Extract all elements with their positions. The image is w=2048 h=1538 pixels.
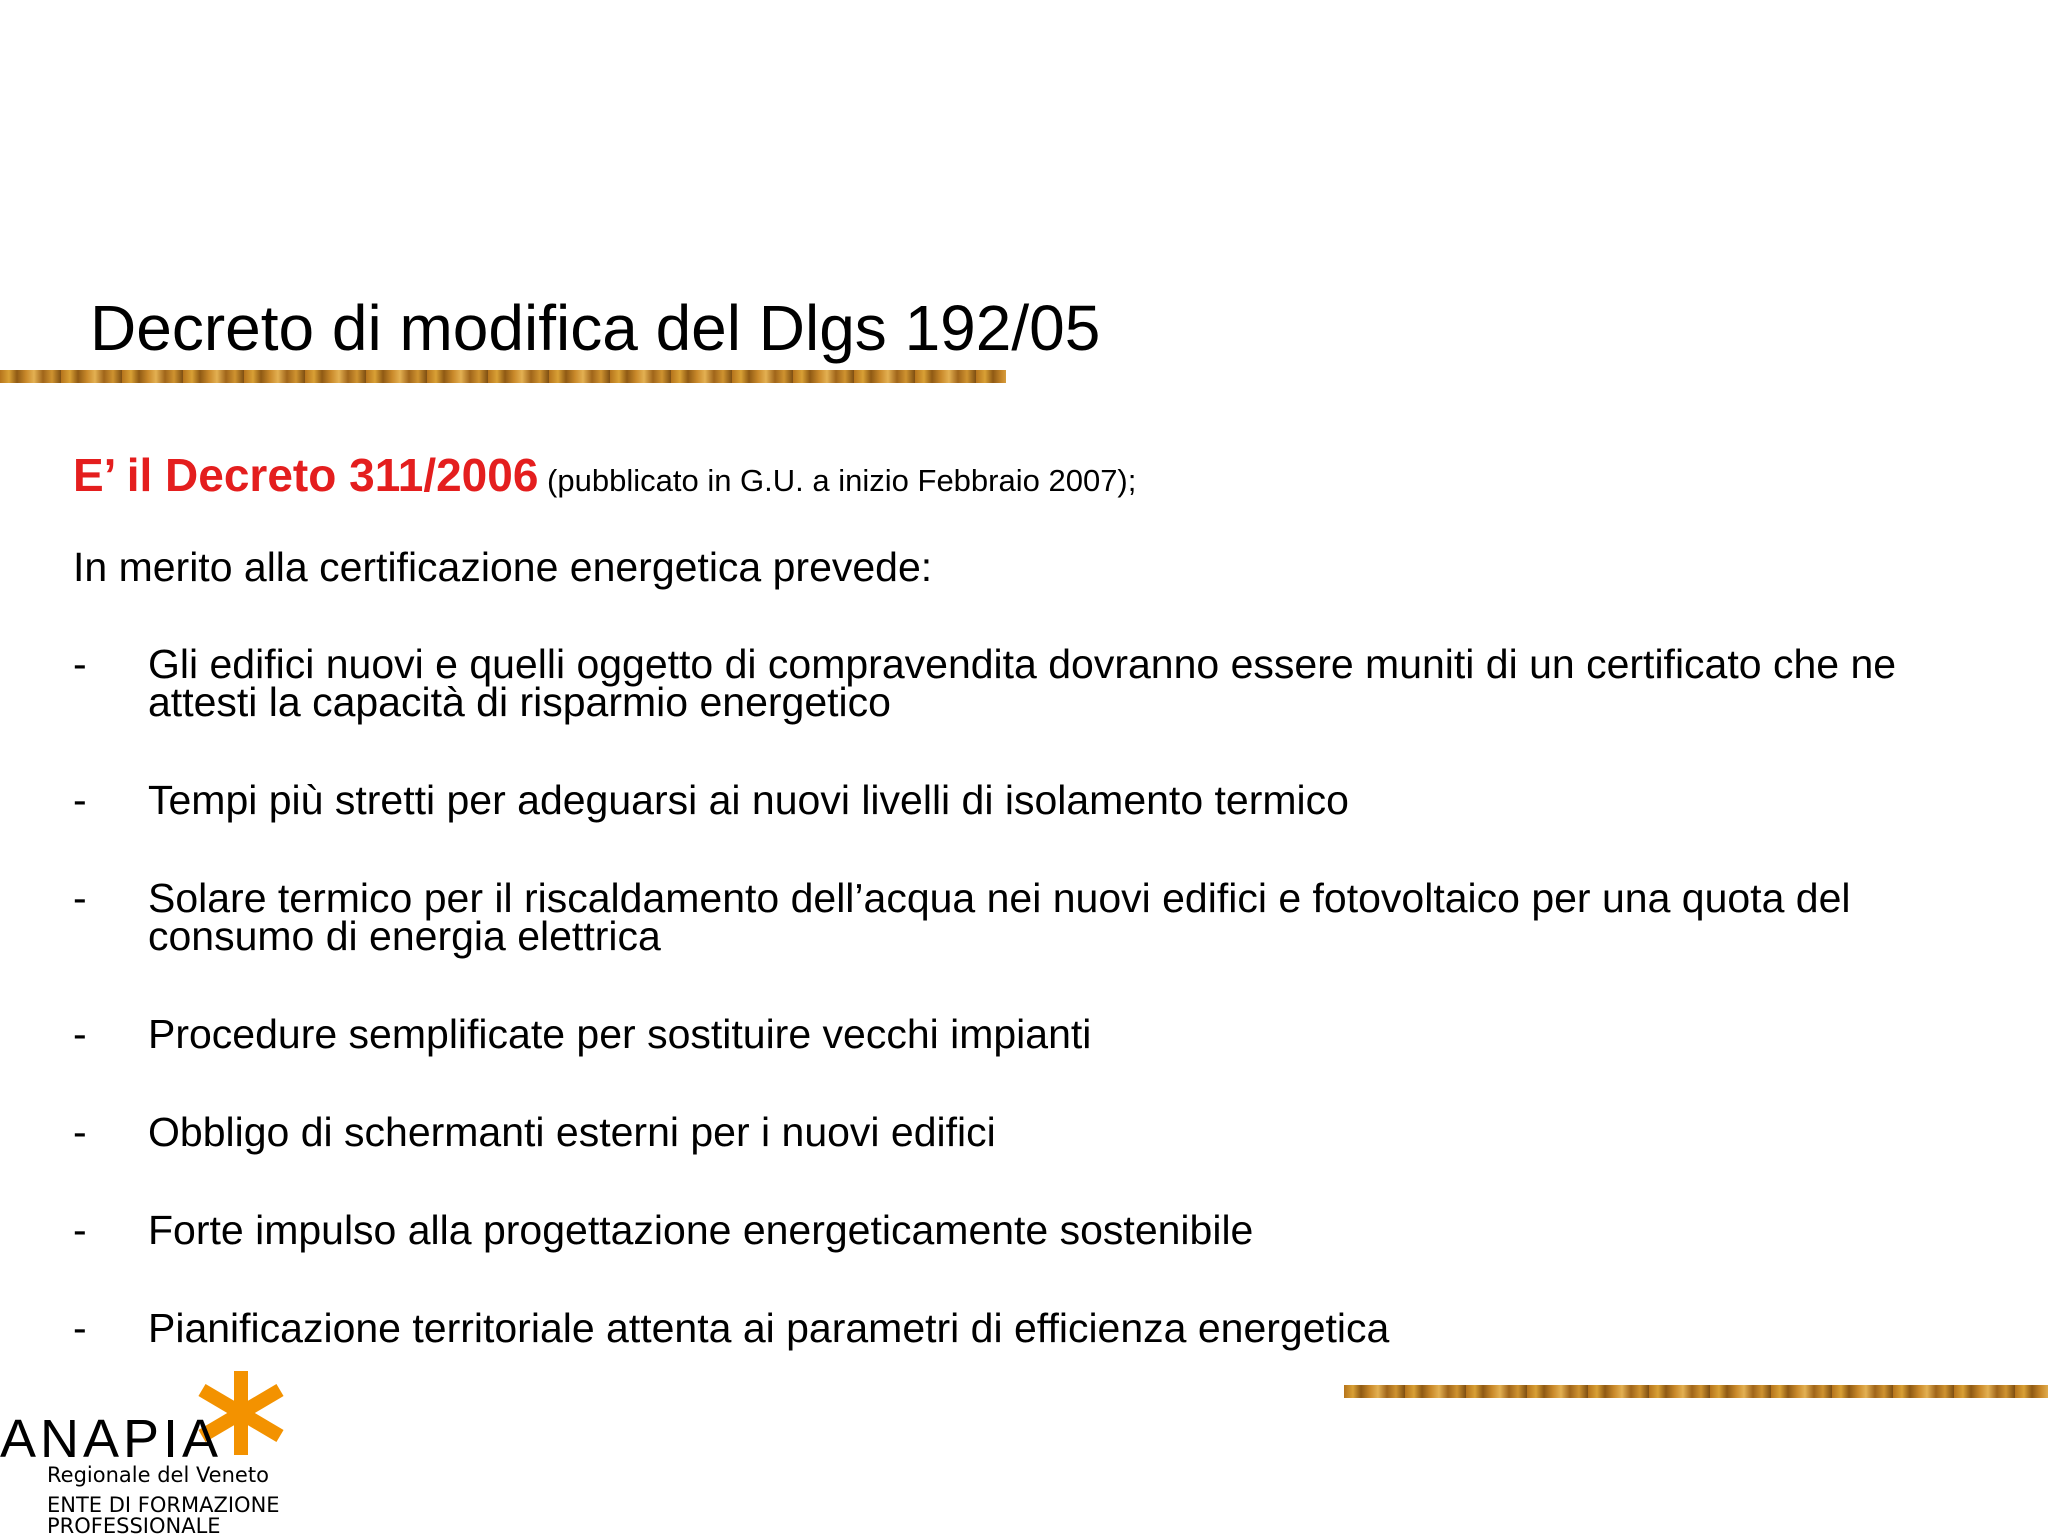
bullet-text: Obbligo di schermanti esterni per i nuovi edifici	[148, 1109, 996, 1155]
logo-wordmark: ANAPIA	[0, 1409, 223, 1469]
bullet-text: Gli edifici nuovi e quelli oggetto di compravendita dovranno essere muniti di un certificato che ne attesti la capacità di risparmio energetico	[148, 641, 1897, 725]
publication-note: (pubblicato in G.U. a inizio Febbraio 2007);	[538, 463, 1137, 498]
bullet-item	[73, 641, 2013, 725]
bullet-dash: -	[73, 1011, 87, 1057]
anapia-logo	[0, 1368, 300, 1536]
bullet-item	[73, 1011, 2013, 1057]
intro-line	[73, 449, 1137, 501]
bullet-item	[73, 777, 2013, 823]
lead-text: In merito alla certificazione energetica prevede:	[73, 544, 933, 590]
decorative-band-bottom	[1344, 1385, 2048, 1398]
bullet-item	[73, 1305, 2013, 1351]
bullet-text: Pianificazione territoriale attenta ai parametri di efficienza energetica	[148, 1305, 1390, 1351]
decorative-band-top	[0, 370, 1006, 383]
bullet-item	[73, 1109, 2013, 1155]
bullet-dash: -	[73, 641, 87, 687]
logo-tagline-1: ENTE DI FORMAZIONE	[47, 1493, 280, 1517]
bullet-text: Solare termico per il riscaldamento dell’acqua nei nuovi edifici e fotovoltaico per una quota del consumo di energia elettrica	[148, 875, 1851, 959]
logo-region: Regionale del Veneto	[47, 1463, 269, 1487]
bullet-text: Forte impulso alla progettazione energeticamente sostenibile	[148, 1207, 1254, 1253]
bullet-dash: -	[73, 1305, 87, 1351]
slide-title: Decreto di modifica del Dlgs 192/05	[90, 292, 1101, 364]
bullet-dash: -	[73, 777, 87, 823]
bullet-text: Tempi più stretti per adeguarsi ai nuovi livelli di isolamento termico	[148, 777, 1349, 823]
bullet-item	[73, 875, 2013, 959]
bullet-dash: -	[73, 1207, 87, 1253]
logo-tagline-2: PROFESSIONALE	[47, 1514, 221, 1538]
bullet-item	[73, 1207, 2013, 1253]
decree-emphasis: E’ il Decreto 311/2006	[73, 449, 539, 501]
bullet-dash: -	[73, 1109, 87, 1155]
bullet-dash: -	[73, 875, 87, 921]
bullet-text: Procedure semplificate per sostituire vecchi impianti	[148, 1011, 1092, 1057]
bullet-list	[73, 641, 2013, 1351]
